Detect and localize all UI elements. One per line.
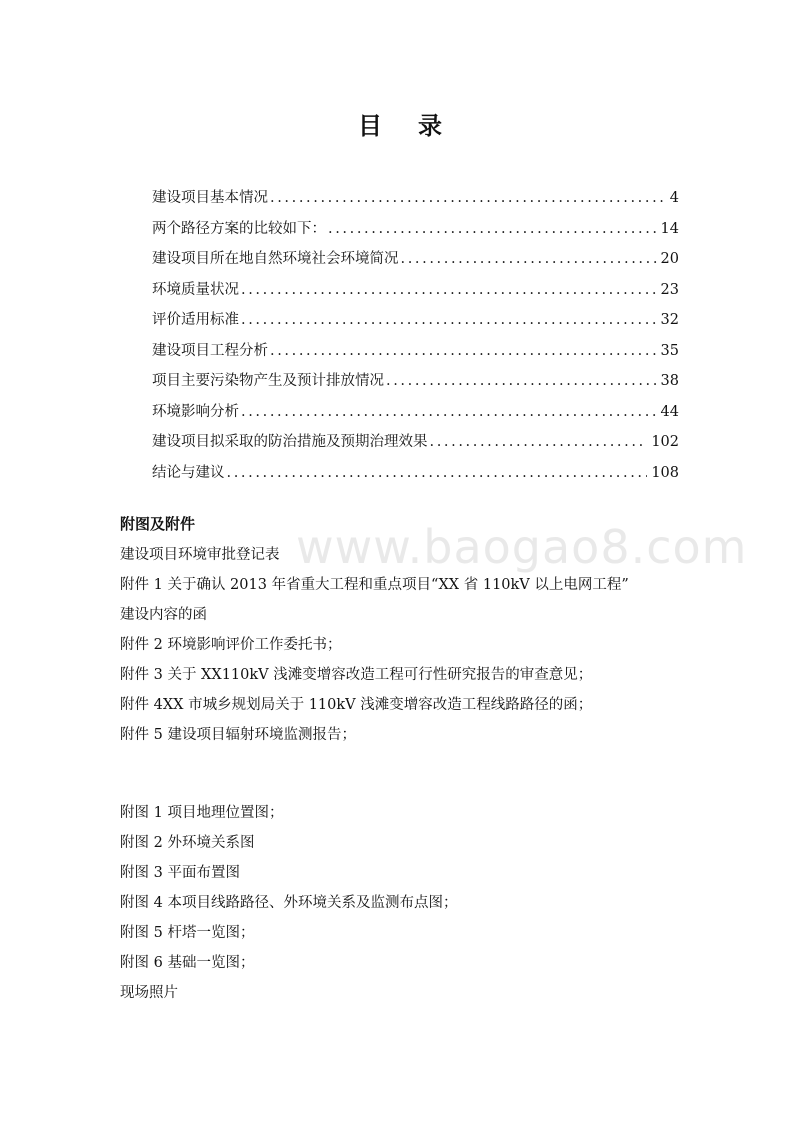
list-item: 附图 3 平面布置图 bbox=[120, 865, 240, 881]
toc-entry[interactable]: 建设项目工程分析 ..... 35 bbox=[152, 339, 679, 370]
toc-entry[interactable]: 建设项目基本情况 ..... 4 bbox=[152, 186, 679, 217]
list-item: 附件 2 环境影响评价工作委托书； bbox=[120, 637, 342, 653]
watermark: www.baogao8.com bbox=[296, 520, 748, 574]
list-item: 现场照片 bbox=[120, 985, 178, 1001]
toc-entry[interactable]: 建设项目拟采取的防治措施及预期治理效果 ..... 102 bbox=[152, 430, 679, 461]
list-item: 附图 5 杆塔一览图； bbox=[120, 925, 255, 941]
list-item: 附图 4 本项目线路路径、外环境关系及监测布点图； bbox=[120, 895, 458, 911]
list-item: 附件 1 关于确认 2013 年省重大工程和重点项目“XX 省 110kV 以上电网工程” bbox=[120, 577, 629, 593]
list-item: 附图 2 外环境关系图 bbox=[120, 835, 255, 851]
toc-entry[interactable]: 两个路径方案的比较如下： ..... 14 bbox=[152, 217, 679, 248]
toc-entry[interactable]: 结论与建议 ..... 108 bbox=[152, 461, 679, 492]
toc-entry[interactable]: 环境质量状况 ..... 23 bbox=[152, 278, 679, 309]
attachments-heading: 附图及附件 bbox=[120, 515, 196, 533]
figures-list bbox=[120, 798, 457, 1008]
list-item: 附件 4XX 市城乡规划局关于 110kV 浅滩变增容改造工程线路路径的函； bbox=[120, 697, 593, 713]
list-item: 建设项目环境审批登记表 bbox=[120, 547, 280, 563]
list-item: 建设内容的函 bbox=[120, 607, 207, 623]
list-item: 附件 3 关于 XX110kV 浅滩变增容改造工程可行性研究报告的审查意见； bbox=[120, 667, 593, 683]
list-item: 附图 6 基础一览图； bbox=[120, 955, 255, 971]
toc-entry[interactable]: 环境影响分析 ..... 44 bbox=[152, 400, 679, 431]
toc-entry[interactable]: 建设项目所在地自然环境社会环境简况 ..... 20 bbox=[152, 247, 679, 278]
page-title bbox=[0, 106, 800, 141]
table-of-contents bbox=[152, 186, 679, 491]
attachments-list bbox=[120, 540, 629, 750]
toc-entry[interactable]: 评价适用标准 ..... 32 bbox=[152, 308, 679, 339]
title-char-1: 目 bbox=[358, 112, 382, 140]
list-item: 附件 5 建设项目辐射环境监测报告； bbox=[120, 727, 356, 743]
toc-entry[interactable]: 项目主要污染物产生及预计排放情况 ..... 38 bbox=[152, 369, 679, 400]
list-item: 附图 1 项目地理位置图； bbox=[120, 805, 284, 821]
title-char-2: 录 bbox=[418, 112, 442, 140]
